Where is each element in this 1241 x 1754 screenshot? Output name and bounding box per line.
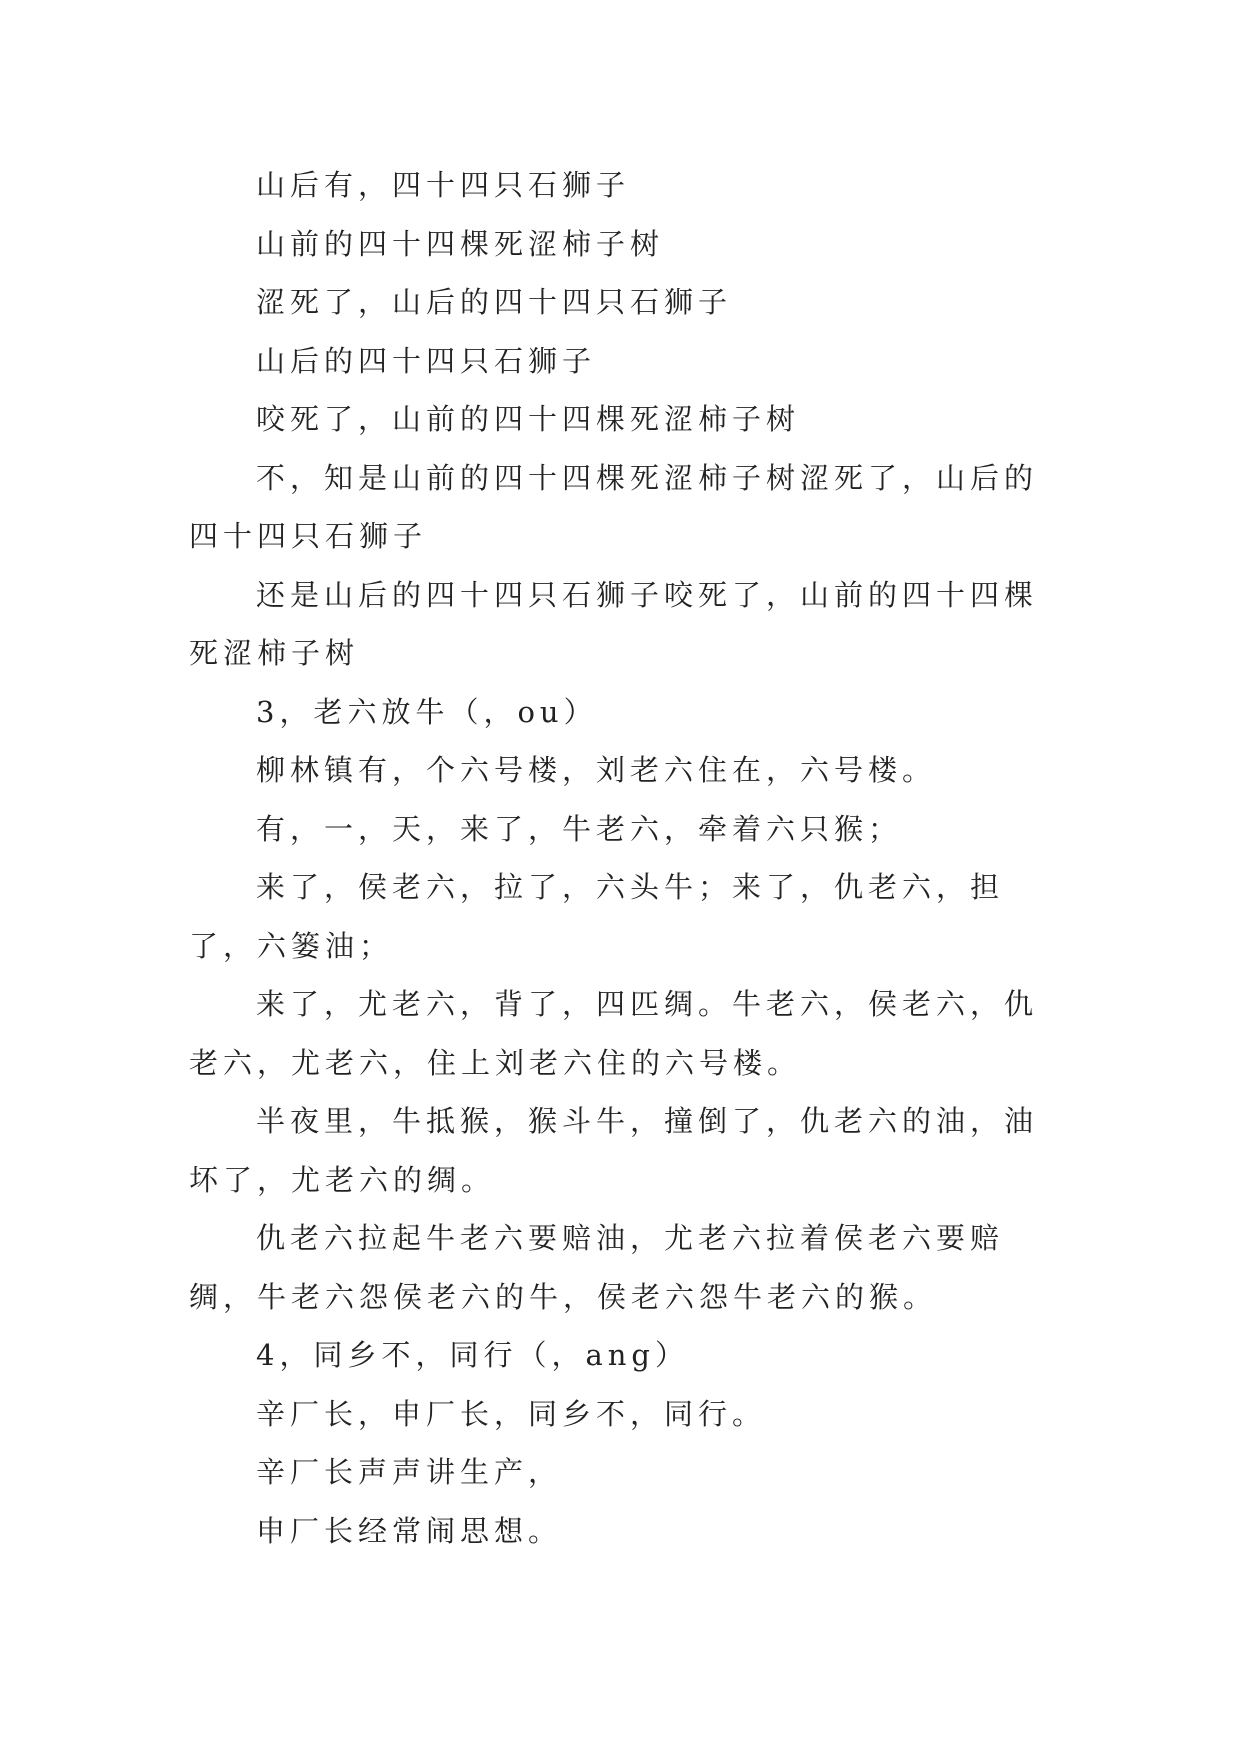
section-heading-3: 3，老六放牛（，ou） [256, 694, 598, 729]
paragraph-9: 柳林镇有，个六号楼，刘老六住在，六号楼。 [256, 753, 937, 787]
section-heading-4: 4，同乡不，同行（，ang） [256, 1338, 689, 1372]
paragraph-4: 山后的四十四只石狮子 [256, 343, 597, 378]
paragraph-11: 来了，侯老六，拉了，六头牛；来了，仇老六，担了，六篓油； [189, 870, 1005, 963]
paragraph-10: 有，一，天，来了，牛老六，牵着六只猴； [256, 811, 903, 846]
document-body [189, 156, 1055, 1560]
paragraph-18: 申厂长经常闹思想。 [256, 1513, 563, 1548]
paragraph-6: 不，知是山前的四十四棵死涩柿子树涩死了，山后的四十四只石狮子 [189, 460, 1039, 553]
paragraph-7: 还是山后的四十四只石狮子咬死了，山前的四十四棵死涩柿子树 [189, 577, 1039, 670]
paragraph-16: 辛厂长，申厂长，同乡不，同行。 [256, 1396, 767, 1431]
paragraph-12: 来了，尤老六，背了，四匹绸。牛老六，侯老六，仇老六，尤老六，住上刘老六住的六号楼。 [189, 987, 1039, 1080]
paragraph-5: 咬死了，山前的四十四棵死涩柿子树 [256, 402, 801, 436]
paragraph-1: 山后有，四十四只石狮子 [256, 168, 631, 202]
paragraph-17: 辛厂长声声讲生产， [256, 1455, 563, 1489]
paragraph-2: 山前的四十四棵死涩柿子树 [256, 226, 665, 261]
paragraph-13: 半夜里，牛抵猴，猴斗牛，撞倒了，仇老六的油，油坏了，尤老六的绸。 [189, 1104, 1039, 1197]
paragraph-14: 仇老六拉起牛老六要赔油，尤老六拉着侯老六要赔绸，牛老六怨侯老六的牛，侯老六怨牛老六的猴。 [189, 1221, 1005, 1314]
paragraph-3: 涩死了，山后的四十四只石狮子 [256, 285, 733, 319]
